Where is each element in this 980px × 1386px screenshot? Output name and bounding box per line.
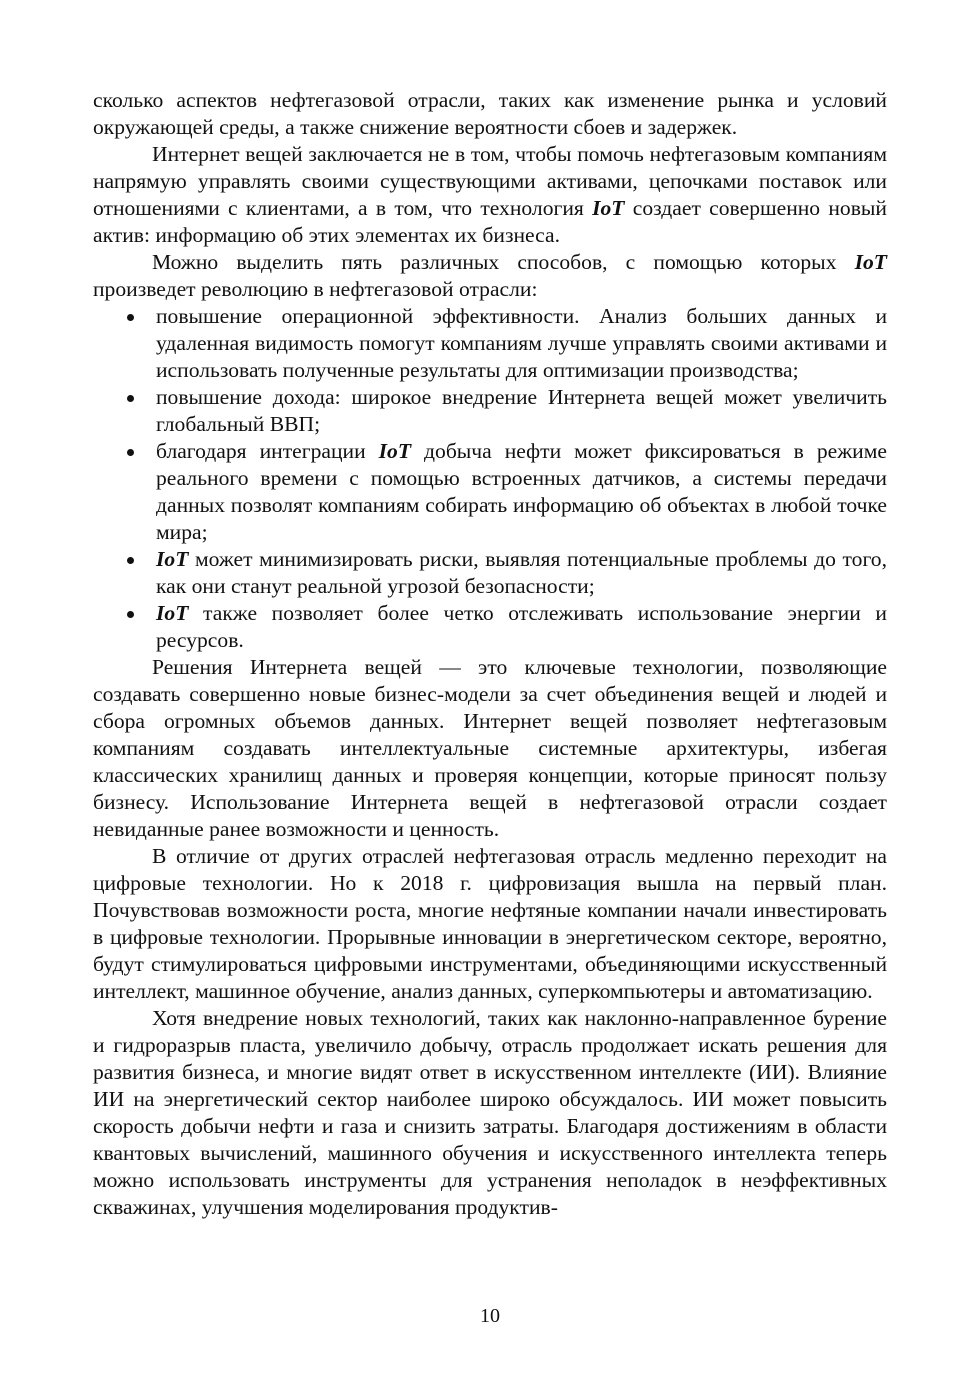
list-item [93,384,887,438]
paragraph-4: Решения Интернета вещей — это ключевые технологии, позволяющие создавать совершенно новые бизнес-модели за счет объединения вещей и людей и сбора огромных объемов данных. Интернет вещей позволяет нефтегазовым компаниям создавать интеллектуальные системные архитектуры, избегая классических хранилищ данных и проверяя концепции, которые приносят пользу бизнесу. Использование Интернета вещей в нефтегазовой отрасли создает невиданные ранее возможности и ценность. [93,655,887,841]
bullet-icon [127,557,134,564]
page-number: 10 [480,1305,500,1327]
iot-term: IoT [378,439,412,463]
list-item-text: повышение операционной эффективности. Анализ больших данных и удаленная видимость помогут компаниям лучше управлять своими активами и использовать полученные результаты для оптимизации производства; [156,304,887,382]
list-item-text-a: благодаря интеграции [156,439,379,463]
list-item-text: также позволяет более четко отслеживать использование энергии и ресурсов. [156,601,887,652]
list-item [93,303,887,384]
iot-term: IoT [854,250,887,274]
paragraph-2 [93,141,887,249]
list-item [93,546,887,600]
paragraph-6: Хотя внедрение новых технологий, таких как наклонно-направленное бурение и гидроразрыв пласта, увеличило добычу, отрасль продолжает искать решения для развития бизнеса, и многие видят ответ в искусственном интеллекте (ИИ). Влияние ИИ на энергетический сектор наиболее широко обсуждалось. ИИ может повысить скорость добычи нефти и газа и снизить затраты. Благодаря достижениям в области квантовых вычислений, машинного обучения и искусственного интеллекта теперь можно использовать инструменты для устранения неполадок в неэффективных скважинах, улучшения моделирования продуктив- [93,1006,887,1219]
iot-term: IoT [156,601,189,625]
list-item-text: может минимизировать риски, выявляя потенциальные проблемы до того, как они станут реальной угрозой безопасности; [156,547,887,598]
paragraph-3-text-a: Можно выделить пять различных способов, с помощью которых [152,250,855,274]
bullet-icon [127,611,134,618]
bullet-list [93,303,887,654]
list-item [93,438,887,546]
bullet-icon [127,449,134,456]
list-item-text-b: добыча нефти может фиксироваться в режиме реального времени с помощью встроенных датчиков, а системы передачи данных позволят компаниям собирать информацию об объектах в любой точке мира; [156,439,887,544]
page-body [93,87,887,1221]
list-item-text: повышение дохода: широкое внедрение Интернета вещей может увеличить глобальный ВВП; [156,385,887,436]
paragraph-3 [93,249,887,303]
bullet-icon [127,395,134,402]
paragraph-2-text-a: Интернет вещей заключается не в том, чтобы помочь нефтегазовым компаниям напрямую управлять своими существующими активами, цепочками поставок или отношениями с клиентами, а в том, что технология [93,142,887,220]
paragraph-5: В отличие от других отраслей нефтегазовая отрасль медленно переходит на цифровые технологии. Но к 2018 г. цифровизация вышла на первый план. Почувствовав возможности роста, многие нефтяные компании начали инвестировать в цифровые технологии. Прорывные инновации в энергетическом секторе, вероятно, будут стимулироваться цифровыми инструментами, объединяющими искусственный интеллект, машинное обучение, анализ данных, суперкомпьютеры и автоматизацию. [93,844,887,1003]
iot-term: IoT [592,196,625,220]
iot-term: IoT [156,547,189,571]
paragraph-2-text-b: создает совершенно новый актив: информацию об этих элементах их бизнеса. [93,196,887,247]
paragraph-3-text-b: произведет революцию в нефтегазовой отрасли: [93,277,538,301]
bullet-icon [127,314,134,321]
paragraph-1: сколько аспектов нефтегазовой отрасли, таких как изменение рынка и условий окружающей среды, а также снижение вероятности сбоев и задержек. [93,88,887,139]
list-item [93,600,887,654]
